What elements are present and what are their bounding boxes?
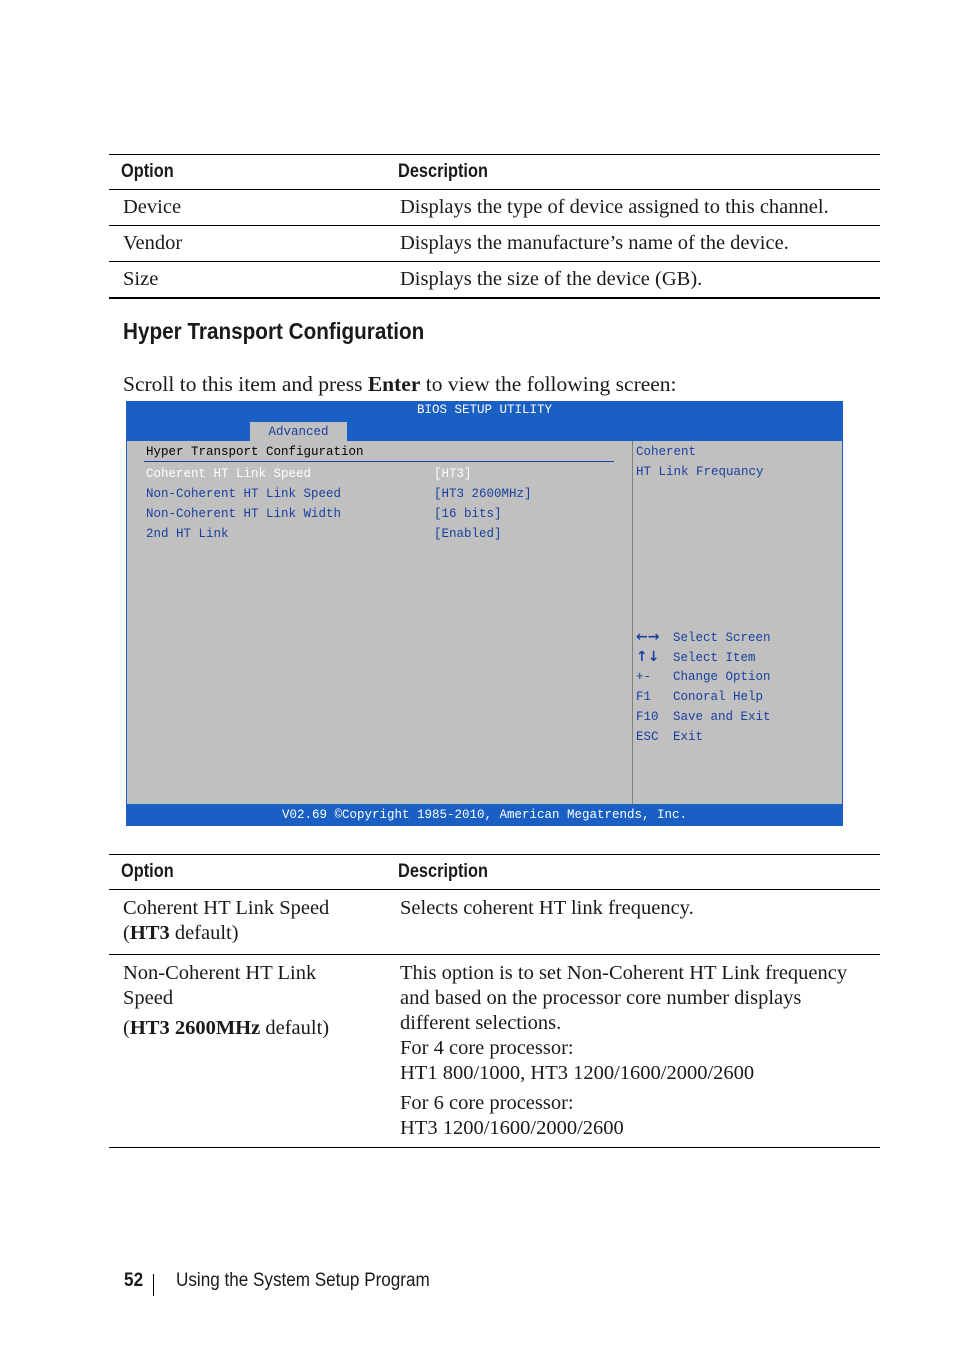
option-coherent-ht-link-speed[interactable]: Coherent HT Link Speed (146, 467, 312, 481)
description-cell (386, 955, 880, 1148)
key-hint-key: +- (636, 670, 652, 684)
intro-text-before: Scroll to this item and press (123, 372, 368, 396)
intro-text-after: to view the following screen: (420, 372, 677, 396)
table1-header-description: Description (386, 155, 811, 190)
table-row (109, 226, 880, 262)
left-right-arrows-icon: ←→ (636, 629, 660, 645)
table1-header-option: Option (109, 155, 347, 190)
default-suffix: default) (169, 922, 239, 944)
key-hint-save-exit (636, 710, 771, 724)
default-suffix: default) (260, 1017, 330, 1039)
page-number: 52 (124, 1270, 144, 1291)
help-text-line: Coherent (636, 445, 697, 459)
key-hint-exit (636, 730, 703, 744)
description-cell: Displays the size of the device (GB). (400, 268, 703, 290)
key-hint-key: ESC (636, 730, 659, 744)
option-name: Coherent HT Link Speed (123, 897, 330, 919)
option-default: (HT3 default) (123, 922, 239, 944)
intro-paragraph (123, 372, 677, 397)
key-hint-key: F1 (636, 690, 652, 704)
tab-advanced[interactable]: Advanced (250, 422, 347, 441)
table-row (109, 955, 880, 1148)
key-hint-label: Select Item (673, 651, 756, 665)
option-default: (HT3 2600MHz default) (123, 1017, 330, 1039)
description-paragraph: This option is to set Non-Coherent HT Link frequency and based on the processor core number displays different selections. (400, 962, 848, 1034)
bios-section-title: Hyper Transport Configuration (146, 445, 364, 459)
value-non-coherent-ht-link-speed[interactable]: [HT3 2600MHz] (434, 487, 532, 501)
option-cell: Size (123, 268, 159, 290)
footer-divider (153, 1274, 154, 1296)
key-hint-label: Change Option (673, 670, 771, 684)
option-cell: Vendor (123, 232, 183, 254)
default-value: HT3 2600MHz (129, 1017, 261, 1039)
bios-divider (144, 461, 614, 462)
option-cell (109, 955, 386, 1148)
value-coherent-ht-link-speed[interactable]: [HT3] (434, 467, 472, 481)
table2-header-option: Option (109, 855, 347, 890)
page-footer (123, 1270, 430, 1292)
option-non-coherent-ht-link-width[interactable]: Non-Coherent HT Link Width (146, 507, 342, 521)
key-hint-label: Exit (673, 730, 704, 744)
table-row (109, 190, 880, 226)
description-line: HT1 800/1000, HT3 1200/1600/2000/2600 (400, 1062, 755, 1084)
key-hint-select-screen (636, 629, 771, 645)
ht-options-table (109, 854, 880, 1148)
value-2nd-ht-link[interactable]: [Enabled] (434, 527, 502, 541)
table-row (109, 262, 880, 299)
up-down-arrows-icon: ↑↓ (636, 649, 660, 665)
bios-title: BIOS SETUP UTILITY (416, 403, 553, 417)
key-hint-change-option (636, 670, 771, 684)
description-line: For 6 core processor: (400, 1092, 574, 1114)
option-cell: Device (123, 196, 182, 218)
bios-copyright: V02.69 ©Copyright 1985-2010, American Megatrends, Inc. (281, 808, 688, 822)
option-cell (109, 890, 386, 955)
bios-help-panel (633, 441, 842, 804)
key-hint-general-help (636, 690, 763, 704)
description-cell: Selects coherent HT link frequency. (400, 897, 694, 919)
value-non-coherent-ht-link-width[interactable]: [16 bits] (434, 507, 502, 521)
description-line: HT3 1200/1600/2000/2600 (400, 1117, 624, 1139)
intro-key-enter: Enter (367, 372, 421, 396)
description-cell: Displays the manufacture’s name of the device. (400, 232, 789, 254)
key-hint-label: Conoral Help (673, 690, 764, 704)
key-hint-select-item (636, 649, 756, 665)
description-line: For 4 core processor: (400, 1037, 574, 1059)
bios-screenshot (126, 401, 843, 826)
section-heading: Hyper Transport Configuration (123, 318, 425, 344)
option-non-coherent-ht-link-speed[interactable]: Non-Coherent HT Link Speed (146, 487, 342, 501)
key-hint-label: Select Screen (673, 631, 771, 645)
default-value: HT3 (129, 922, 170, 944)
help-text-line: HT Link Frequancy (636, 465, 764, 479)
option-2nd-ht-link[interactable]: 2nd HT Link (146, 527, 229, 541)
description-cell: Displays the type of device assigned to this channel. (400, 196, 829, 218)
option-name: Non-Coherent HT Link Speed (123, 962, 317, 1009)
key-hint-key: F10 (636, 710, 659, 724)
footer-title: Using the System Setup Program (176, 1270, 430, 1291)
table-row (109, 890, 880, 955)
bios-options-panel (127, 441, 633, 804)
key-hint-label: Save and Exit (673, 710, 771, 724)
device-info-table (109, 154, 880, 299)
table2-header-description: Description (386, 855, 811, 890)
